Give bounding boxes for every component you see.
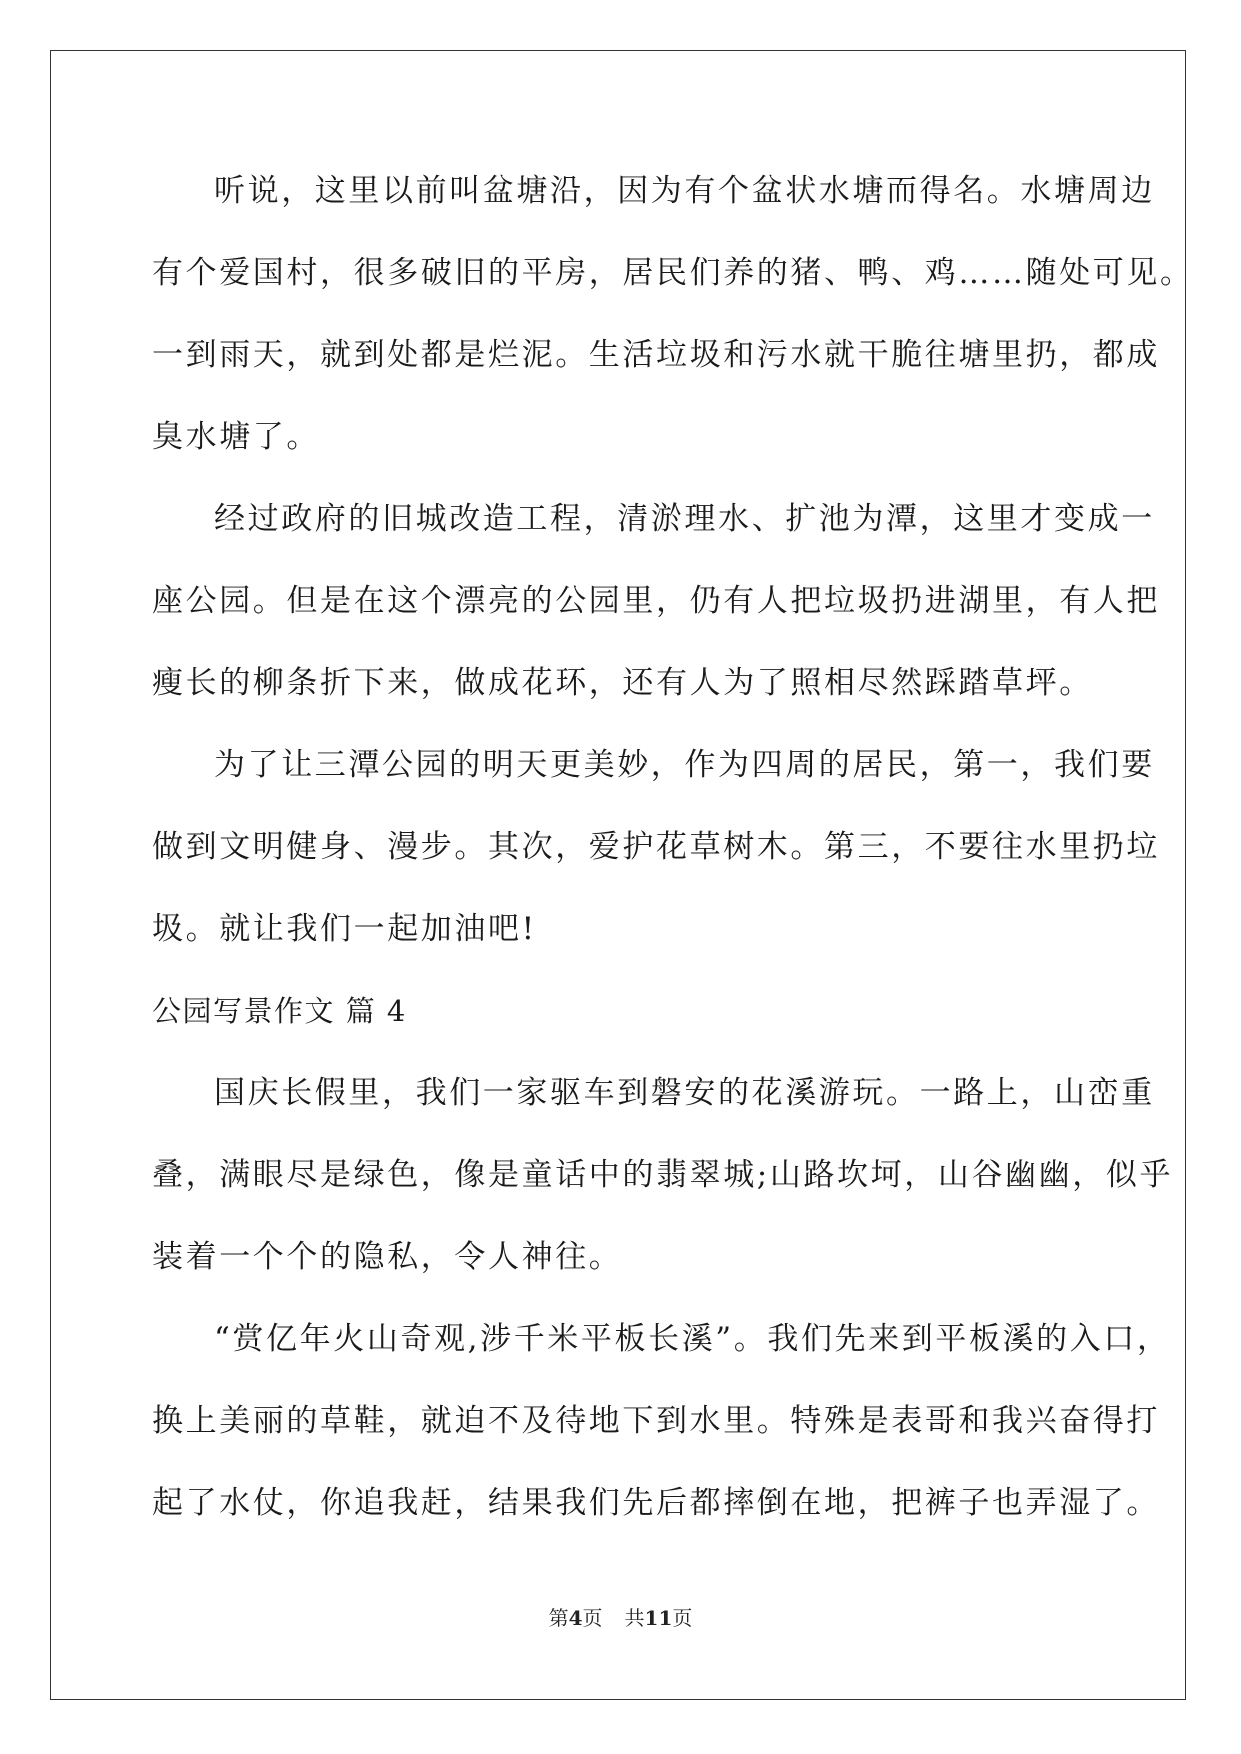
page-suffix: 页 bbox=[582, 1606, 603, 1630]
text-line-5: 经过政府的旧城改造工程，清淤理水、扩池为潭，这里才变成一 bbox=[214, 501, 1155, 537]
text-line-1: 听说，这里以前叫盆塘沿，因为有个盆状水塘而得名。水塘周边 bbox=[214, 173, 1155, 209]
text-line-2: 有个爱国村，很多破旧的平房，居民们养的猪、鸭、鸡……随处可见。 bbox=[152, 255, 1194, 291]
document-body bbox=[152, 150, 1194, 1544]
section-heading: 公园写景作文 篇 4 bbox=[152, 994, 407, 1028]
text-line-7: 瘦长的柳条折下来，做成花环，还有人为了照相尽然踩踏草坪。 bbox=[152, 665, 1093, 701]
text-line-14: 装着一个个的隐私，令人神往。 bbox=[152, 1239, 623, 1275]
total-pages: 11 bbox=[644, 1606, 673, 1630]
text-line-9: 做到文明健身、漫步。其次，爱护花草树木。第三，不要往水里扔垃 bbox=[152, 829, 1160, 865]
text-line-4: 臭水塘了。 bbox=[152, 419, 320, 455]
text-line-13: 叠，满眼尽是绿色，像是童话中的翡翠城;山路坎坷，山谷幽幽，似乎 bbox=[152, 1157, 1174, 1193]
page-footer bbox=[0, 1602, 1241, 1631]
text-line-3: 一到雨天，就到处都是烂泥。生活垃圾和污水就干脆往塘里扔，都成 bbox=[152, 337, 1160, 373]
page-number: 4 bbox=[568, 1606, 583, 1630]
total-suffix: 页 bbox=[672, 1606, 693, 1630]
text-line-10: 圾。就让我们一起加油吧! bbox=[152, 911, 537, 947]
text-line-12: 国庆长假里，我们一家驱车到磐安的花溪游玩。一路上，山峦重 bbox=[214, 1075, 1155, 1111]
text-line-8: 为了让三潭公园的明天更美妙，作为四周的居民，第一，我们要 bbox=[214, 747, 1155, 783]
text-line-16: 换上美丽的草鞋，就迫不及待地下到水里。特殊是表哥和我兴奋得打 bbox=[152, 1403, 1160, 1439]
page-prefix: 第 bbox=[548, 1606, 569, 1630]
text-line-6: 座公园。但是在这个漂亮的公园里，仍有人把垃圾扔进湖里，有人把 bbox=[152, 583, 1160, 619]
total-prefix: 共 bbox=[624, 1606, 645, 1630]
text-line-15: “赏亿年火山奇观,涉千米平板长溪”。我们先来到平板溪的入口， bbox=[214, 1321, 1171, 1357]
text-line-17: 起了水仗，你追我赶，结果我们先后都摔倒在地，把裤子也弄湿了。 bbox=[152, 1485, 1160, 1521]
